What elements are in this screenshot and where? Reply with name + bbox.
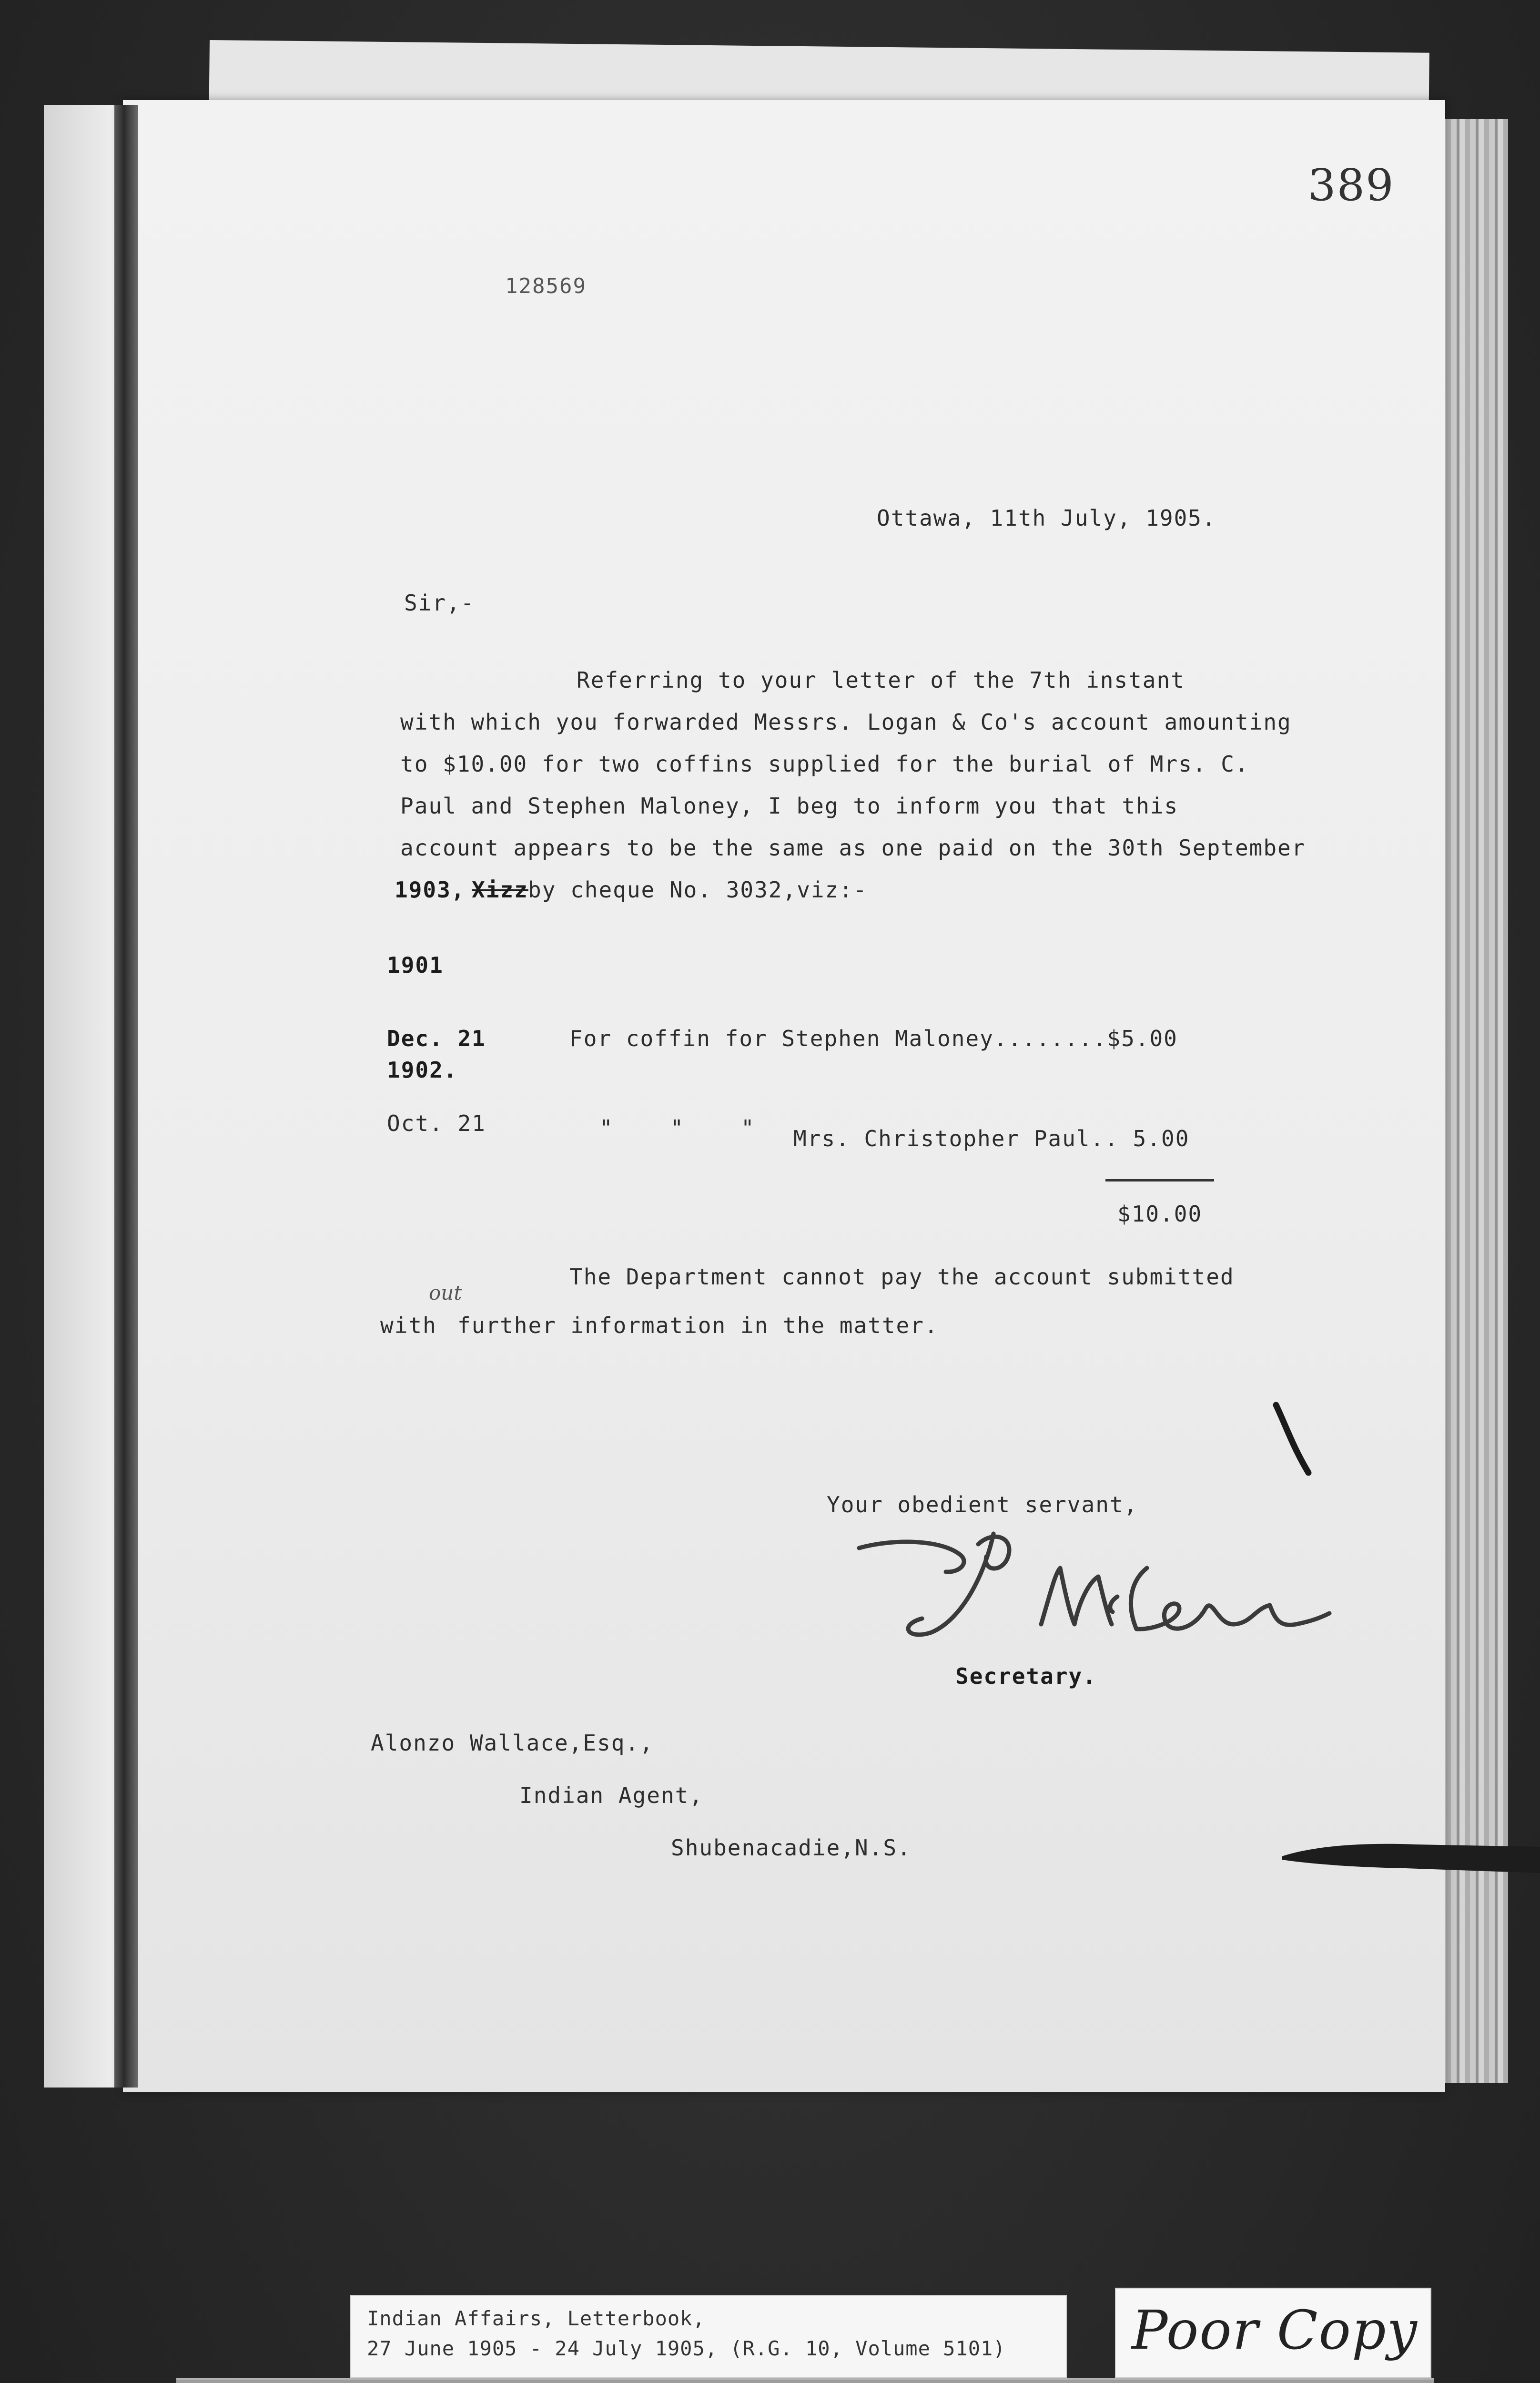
page-number: 389 [1308,160,1395,211]
interlinear-insertion: out [429,1281,462,1304]
body-line-2: with which you forwarded Messrs. Logan & Co's account amounting [400,709,1292,735]
body-line-1: Referring to your letter of the 7th instant [577,667,1185,693]
body-line-4: Paul and Stephen Maloney, I beg to inform you that this [400,793,1179,819]
body-line-6-rest: by cheque No. 3032,viz:- [528,877,868,903]
closing-line-1: The Department cannot pay the account submitted [569,1264,1235,1290]
salutation: Sir,- [404,590,475,616]
struck-out-word: Xizz [472,877,528,903]
signer-title: Secretary. [955,1663,1097,1689]
entry-2-description: Mrs. Christopher Paul.. 5.00 [793,1126,1190,1151]
file-number: 128569 [505,274,587,298]
handwritten-signature [851,1511,1356,1663]
total-rule [1105,1179,1214,1181]
entry-2-ditto-marks: " " " [599,1115,755,1141]
body-line-5: account appears to be the same as one paid on the 30th September [400,835,1306,861]
closing-line-2-start: with [380,1313,437,1338]
entry-total: $10.00 [1117,1201,1203,1227]
quality-note: Poor Copy [1132,2300,1418,2362]
binding-shadow [114,105,138,2088]
closing-line-2-rest: further information in the matter. [457,1313,939,1338]
paper-tab-protrusion [1282,1821,1540,1887]
body-line-6-year: 1903, [395,877,466,903]
body-line-3: to $10.00 for two coffins supplied for the burial of Mrs. C. [400,751,1249,777]
entry-2-date: Oct. 21 [387,1110,486,1136]
addressee-title: Indian Agent, [519,1782,704,1808]
complimentary-close: Your obedient servant, [827,1492,1138,1517]
entry-year-1: 1901 [387,952,444,978]
source-label-line-1: Indian Affairs, Letterbook, [367,2307,705,2330]
letter-page [123,100,1445,2092]
source-label-line-2: 27 June 1905 - 24 July 1905, (R.G. 10, Volume 5101) [367,2337,1006,2360]
addressee-location: Shubenacadie,N.S. [671,1835,912,1861]
entry-1-date: Dec. 21 [387,1026,486,1051]
entry-year-2: 1902. [387,1057,458,1083]
pen-mark [1271,1401,1314,1477]
entry-1-description: For coffin for Stephen Maloney........$5.00 [569,1026,1178,1051]
dateline: Ottawa, 11th July, 1905. [877,505,1216,531]
addressee-name: Alonzo Wallace,Esq., [371,1730,654,1756]
archives-plate [176,2378,1434,2383]
